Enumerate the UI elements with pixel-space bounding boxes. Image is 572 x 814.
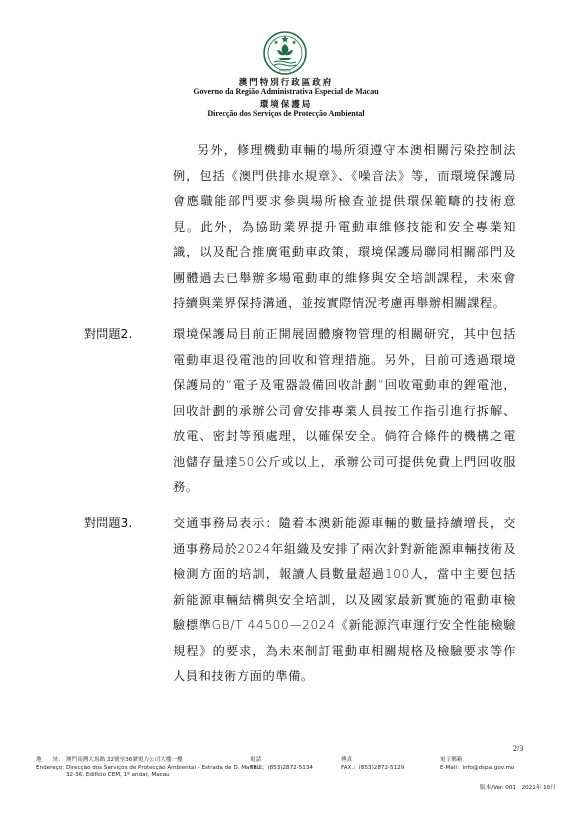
fax-number: FAX.：(853)2872-5129 [341, 764, 405, 771]
paragraph-continued: 另外，修理機動車輛的場所須遵守本澳相關污染控制法例，包括《澳門供排水規章》、《噪音法》等，而環境保護局會應職能部門要求參與場所檢查並提供環保範疇的技術意見。此外，為協助業界提升電動車維修技能和安全專業知識，以及配合推廣電動車政策，環境保護局聯同相關部門及團體過去已舉辦多場電動車的維修與安全培訓課程，未來會持續與業界保持溝通，並按實際情況考慮再舉辦相關課程。 [173, 143, 516, 310]
page-number: 2/3 [513, 744, 524, 753]
department-name-zh: 環境保護局 [259, 100, 313, 110]
emblem-caption: MACAU [278, 68, 292, 73]
question-2-label: 對問題2. [84, 327, 133, 341]
email-address[interactable]: E-Mail：info@dspa.gov.mo [440, 764, 515, 771]
department-name-pt: Direcção dos Serviços de Protecção Ambiental [207, 109, 365, 118]
address-zh: 澳門南灣大馬路 32號至36號電力公司大樓一樓 [66, 757, 183, 763]
address-label-zh: 地 址： [36, 757, 64, 763]
address-pt-line2: 32-36, Edifício CEM, 1º andar, Macau [66, 772, 170, 778]
question-3-label: 對問題3. [84, 516, 133, 530]
footer-telephone [250, 757, 340, 772]
address-pt-line1: Direcção dos Serviços de Protecção Ambiental - Estrada de D. Maria II, [66, 764, 264, 771]
footer-email [440, 757, 550, 772]
telephone-number: TEL.：(853)2872-5134 [250, 764, 313, 771]
address-label-pt: Endereço： [36, 764, 68, 771]
government-name-zh: 澳門特別行政區政府 [238, 78, 334, 88]
answer-3-paragraph: 交通事務局表示：隨着本澳新能源車輛的數量持續增長，交通事務局於2024年組織及安排了兩次針對新能源車輛技術及檢測方面的培訓，報讀人員數量超過100人，當中主要包括新能源車輛結構與安全培訓，以及國家最新實施的電動車檢驗標準GB/T 44500—2024《新能源汽車運行安全性能檢驗規程》的要求，為未來制訂電動車相關規格及檢驗要求等作人員和技術方面的準備。 [173, 516, 516, 683]
email-label: 電子郵箱 [440, 757, 463, 763]
document-version: 版本/Ver. 001 2021年 10月 [480, 785, 556, 791]
telephone-label: 電話 [250, 757, 262, 763]
footer-fax [341, 757, 426, 772]
government-name-pt: Governo da Região Administrativa Especial de Macau [193, 87, 379, 96]
macau-emblem-icon [262, 30, 308, 76]
fax-label: 傳真 [341, 757, 353, 763]
answer-2-paragraph: 環境保護局目前正開展固體廢物管理的相關研究，其中包括電動車退役電池的回收和管理措施。另外，目前可透過環境保護局的“電子及電器設備回收計劃”回收電動車的鋰電池，回收計劃的承辦公司會安排專業人員按工作指引進行拆解、放電、密封等預處理，以確保安全。倘符合條件的機構之電池儲存量達50公斤或以上，承辦公司可提供免費上門回收服務。 [173, 327, 516, 494]
footer-address-labels [36, 757, 66, 772]
